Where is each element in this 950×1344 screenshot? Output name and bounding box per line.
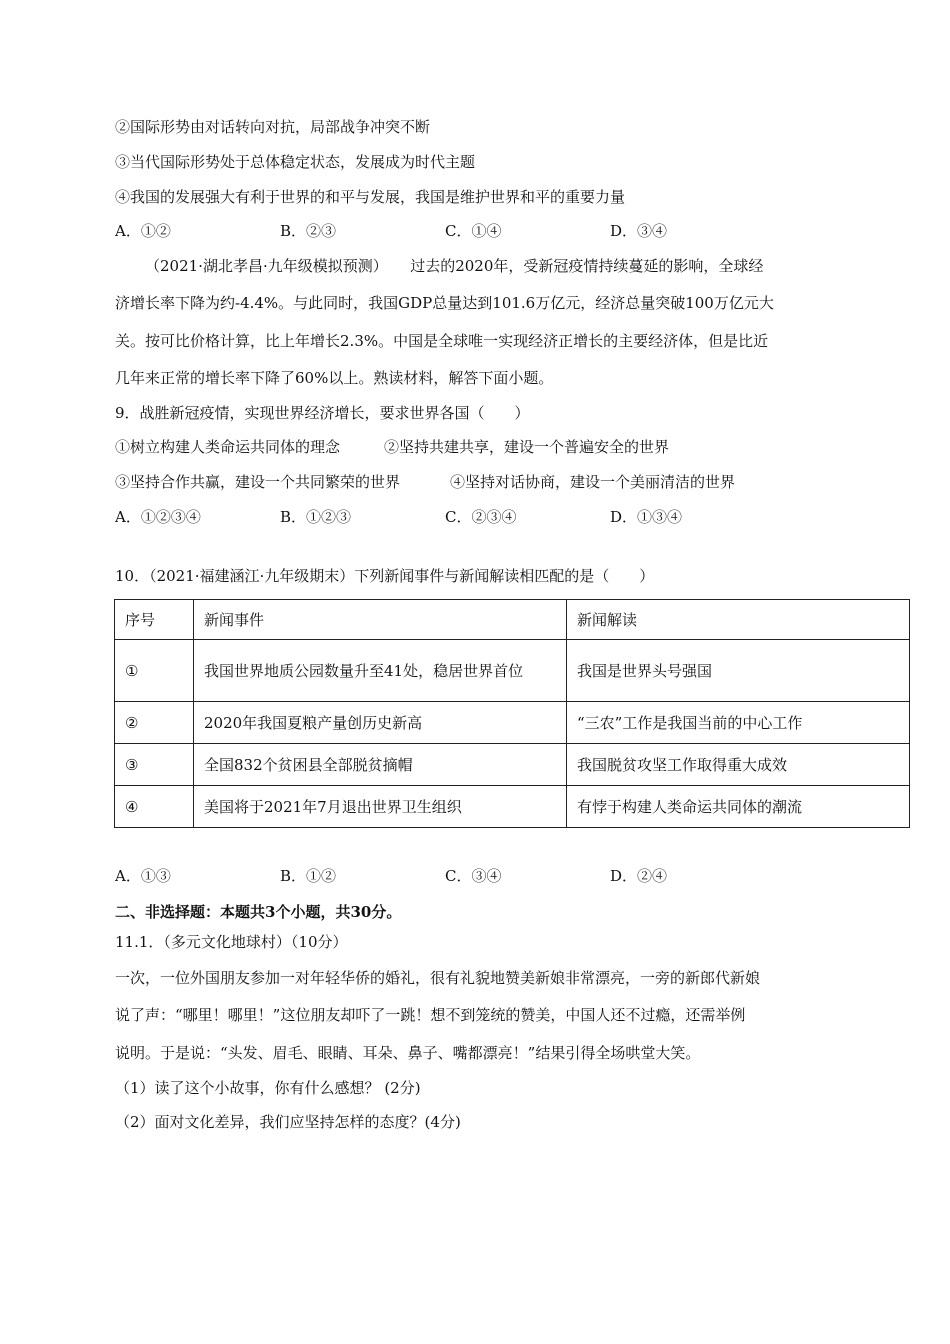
q10-option-b: B．①② [280,867,337,885]
row-interpretation: “三农”工作是我国当前的中心工作 [567,702,910,744]
q10-stem: 10．（2021·福建涵江·九年级期末）下列新闻事件与新闻解读相匹配的是（ ） [115,567,655,585]
row-index: ③ [115,744,194,786]
q9-option-a: A．①②③④ [115,508,201,526]
q8-item-2: ②国际形势由对话转向对抗，局部战争冲突不断 [115,118,431,136]
header-interpretation: 新闻解读 [567,600,910,640]
header-event: 新闻事件 [194,600,567,640]
row-event: 全国832个贫困县全部脱贫摘帽 [194,744,567,786]
material-line-3: 关。按可比价格计算，比上年增长2.3%。中国是全球唯一实现经济正增长的主要经济体，但是比近 [115,332,769,350]
material-line-2: 济增长率下降为约-4.4%。与此同时，我国GDP总量达到101.6万亿元，经济总量突破100万亿元大 [115,294,774,312]
q10-option-d: D．②④ [610,867,668,885]
row-event: 2020年我国夏粮产量创历史新高 [194,702,567,744]
q8-item-4: ④我国的发展强大有利于世界的和平与发展，我国是维护世界和平的重要力量 [115,188,626,206]
section-heading: 二、非选择题：本题共3个小题，共30分。 [115,903,402,921]
table-header-row [115,600,910,640]
story-line-2: 说了声：“哪里！哪里！”这位朋友却吓了一跳！想不到笼统的赞美，中国人还不过瘾，还需举例 [115,1006,746,1024]
table-row [115,640,910,702]
row-index: ② [115,702,194,744]
story-line-1: 一次，一位外国朋友参加一对年轻华侨的婚礼，很有礼貌地赞美新娘非常漂亮，一旁的新郎代新娘 [115,969,761,987]
row-interpretation: 我国脱贫攻坚工作取得重大成效 [567,744,910,786]
row-interpretation: 有悖于构建人类命运共同体的潮流 [567,786,910,828]
q8-option-b: B．②③ [280,222,337,240]
q9-option-d: D．①③④ [610,508,683,526]
table-row [115,744,910,786]
q9-item-2: ②坚持共建共享，建设一个普遍安全的世界 [384,438,670,456]
header-index: 序号 [115,600,194,640]
row-event: 美国将于2021年7月退出世界卫生组织 [194,786,567,828]
q11-sub-question-1: （1）读了这个小故事，你有什么感想？ (2分) [115,1079,421,1097]
news-table [114,599,910,828]
q11-sub-question-2: （2）面对文化差异，我们应坚持怎样的态度？(4分) [115,1113,461,1131]
q9-option-c: C．②③④ [445,508,517,526]
row-event: 我国世界地质公园数量升至41处，稳居世界首位 [194,640,567,702]
material-line-1: （2021·湖北孝昌·九年级模拟预测） 过去的2020年，受新冠疫情持续蔓延的影响，全球经 [145,257,764,275]
row-index: ① [115,640,194,702]
table-row [115,786,910,828]
q9-item-3: ③坚持合作共赢，建设一个共同繁荣的世界 [115,473,401,491]
story-line-3: 说明。于是说：“头发、眉毛、眼睛、耳朵、鼻子、嘴都漂亮！”结果引得全场哄堂大笑。 [115,1044,701,1062]
q11-title: 11.1．（多元文化地球村）（10分） [115,933,348,951]
q8-option-d: D．③④ [610,222,668,240]
row-index: ④ [115,786,194,828]
q8-item-3: ③当代国际形势处于总体稳定状态，发展成为时代主题 [115,153,476,171]
material-line-4: 几年来正常的增长率下降了60%以上。熟读材料，解答下面小题。 [115,369,554,387]
q8-option-a: A．①② [115,222,171,240]
table-row [115,702,910,744]
q9-stem: 9．战胜新冠疫情，实现世界经济增长，要求世界各国（ ） [115,404,530,422]
q9-item-1: ①树立构建人类命运共同体的理念 [115,438,341,456]
q8-option-c: C．①④ [445,222,502,240]
q9-item-4: ④坚持对话协商，建设一个美丽清洁的世界 [450,473,736,491]
q10-option-c: C．③④ [445,867,502,885]
row-interpretation: 我国是世界头号强国 [567,640,910,702]
q10-option-a: A．①③ [115,867,171,885]
q9-option-b: B．①②③ [280,508,352,526]
